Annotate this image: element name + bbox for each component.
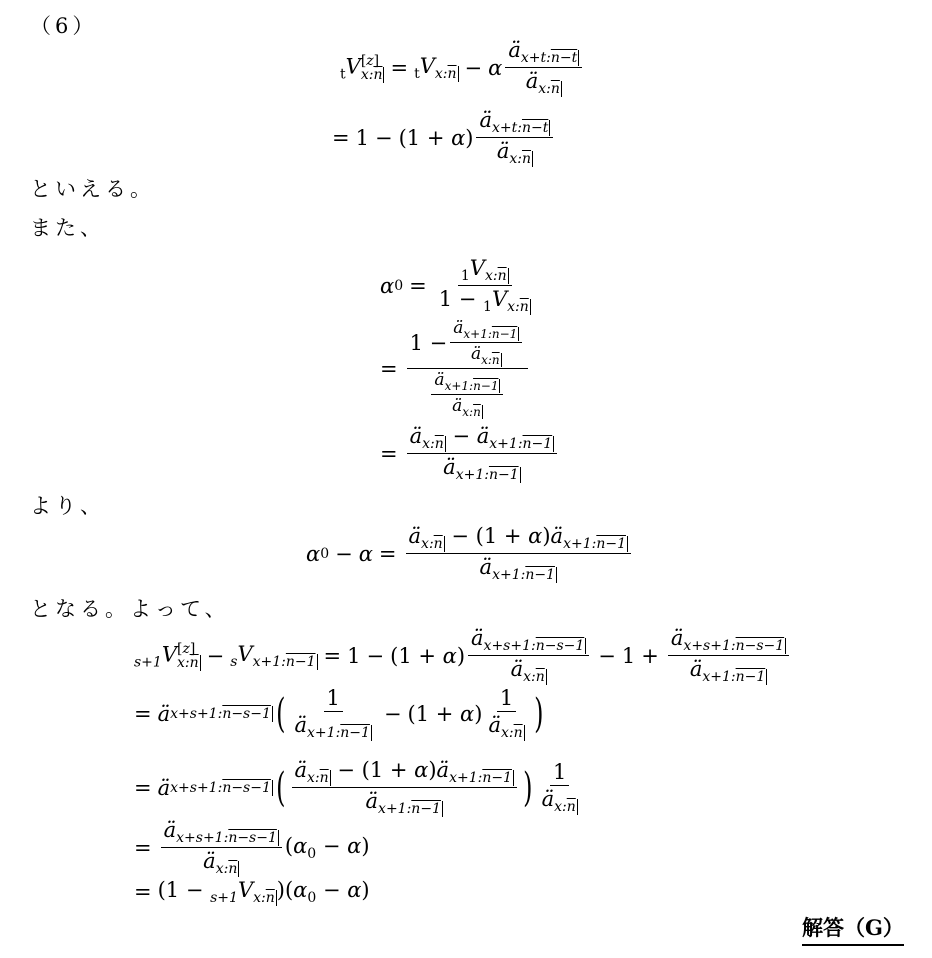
- text-tonaru: となる。よって、: [30, 597, 230, 621]
- text-yori: より、: [30, 494, 105, 518]
- problem-number: （6）: [30, 14, 98, 38]
- equation-2-line-3: = $\frac{ä_{x:\overline{n}} - ä_{x+1:n-1}}{ä_{x+1:n-1}}$: [380, 426, 560, 482]
- equation-1-line-1: $_t$V [z] $x:\overline{n}$ = $_tV_{x:\overline{n}}$ − α $\frac{ä_{x+t:n-t}}{ä_{x:\overline{n}}}$: [340, 40, 585, 96]
- equation-4-line-5: = $(1 - _{s+1}V_{x:\overline{n}})(\alpha_0 - \alpha)$: [134, 878, 370, 906]
- equation-3: α 0 − α = $\frac{ä_{x:\overline{n}} - (1 + \alpha)ä_{x+1:n-1}}{ä_{x+1:n-1}}$: [306, 526, 634, 582]
- equation-4-line-2: = ä x+s+1:n−s−1 ( $\frac{1}{ä_{x+1:n-1}}$ − (1 + α) $\frac{1}{ä_{x:\overline{n}}}$ ): [134, 686, 544, 741]
- equation-4-line-3: = ä x+s+1:n−s−1 ( $\frac{ä_{x:\overline{n}} - (1 + \alpha)ä_{x+1:n-1}}{ä_{x+1:n-1}}$ ) $\frac{1}{ä_{x:\overline{n}}}$: [134, 758, 576, 817]
- equation-4-line-1: $_{s+1}$V [z] $x:\overline{n}$ − $_sV_{x+1:n-1}$ = 1 − (1 + α) $\frac{ä_{x+s+1:n-s-1}}{ä_{x:\overline{n}}}$ − 1 + $\frac{ä_{x+s+1:n-s-1}}{ä_{x+1:n-1}}$: [134, 628, 792, 684]
- equation-1-line-2: = 1 − (1 + α) $\frac{ä_{x+t:n-t}}{ä_{x:\overline{n}}}$: [332, 110, 556, 166]
- equation-2-line-2: = 1 − $\frac{ä_{x+1:n-1}}{ä_{x:\overline{n}}}$ $\frac{ä_{x+1:n-1}}{ä_{x:\overline{n}}}$: [380, 320, 531, 418]
- text-mata: また、: [30, 216, 105, 240]
- equation-4-line-4: = $\frac{ä_{x+s+1:n-s-1}}{ä_{x:\overline{n}}}$ $(\alpha_0 - \alpha)$: [134, 818, 370, 877]
- text-toieru: といえる。: [30, 177, 155, 201]
- answer-label: 解答（G）: [802, 912, 904, 946]
- equation-2-line-1: α 0 = $\frac{_1V_{x:\overline{n}}}{1 - _1V_{x:\overline{n}}}$: [380, 256, 529, 315]
